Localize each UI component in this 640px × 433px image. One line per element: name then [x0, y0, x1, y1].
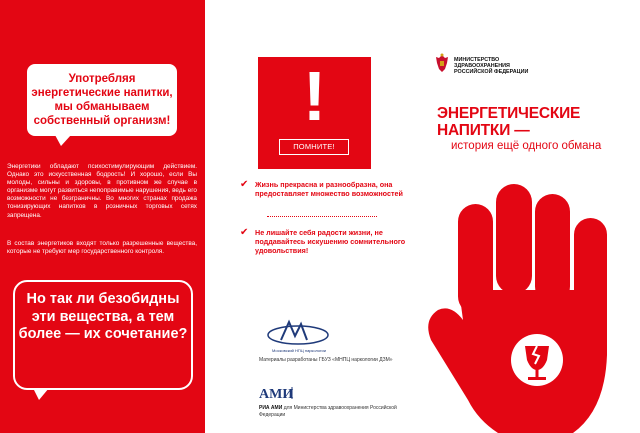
fragile-glass-icon: [511, 334, 563, 386]
check-icon: ✔: [240, 179, 249, 190]
ministry-line-3: РОССИЙСКОЙ ФЕДЕРАЦИИ: [454, 69, 529, 75]
ministry-line-2: ЗДРАВООХРАНЕНИЯ: [454, 63, 510, 69]
page-subtitle: история ещё одного обмана: [451, 140, 602, 152]
mnpc-logo-caption: Московский НПЦ наркологии: [272, 348, 326, 353]
left-panel: [0, 0, 205, 433]
remember-label: ПОМНИТЕ!: [279, 139, 349, 155]
ami-credit-rest: для Министерства здравоохранения Российской Федерации: [259, 405, 397, 418]
mnpc-logo-icon: [263, 318, 333, 348]
reminder-text-1: Жизнь прекрасна и разнообразна, она предоставляет множество возможностей: [255, 180, 403, 198]
reminder-text-2: Не лишайте себя радости жизни, не поддавайтесь искушению сомнительного удовольствия!: [255, 228, 406, 255]
question-text: Но так ли безобидны эти вещества, а тем более — их сочетание?: [18, 291, 188, 342]
ministry-line-1: МИНИСТЕРСТВО: [454, 57, 500, 63]
quote-text: Употребляя энергетические напитки, мы обманываем собственный организм!: [31, 73, 173, 127]
exclamation-icon: !: [302, 57, 327, 135]
materials-credit: Материалы разработаны ГБУЗ «МНПЦ наркологии ДЗМ»: [259, 357, 393, 363]
composition-paragraph: В состав энергетиков входят только разрешенные вещества, которые не требуют мер государственного контроля.: [7, 240, 197, 256]
middle-panel: [205, 0, 423, 433]
ami-logo-icon: [259, 385, 299, 401]
coat-of-arms-icon: [435, 53, 449, 73]
question-bubble: [13, 280, 193, 390]
page-title: ЭНЕРГЕТИЧЕСКИЕ НАПИТКИ —: [437, 105, 581, 139]
check-icon: ✔: [240, 227, 249, 238]
right-panel: [423, 0, 640, 433]
warning-box: [258, 57, 371, 169]
ami-credit: [259, 405, 419, 418]
intro-paragraph: Энергетики обладают психостимулирующим действием. Однако это искусственная бодрость! И хорошо, если Вы молоды, сильны и здоровы, в противном же случае в организме могут развиться непоправимые нарушения, ведь его возможности не безграничны. Во многих странах продажа тонизирующих напитков в розничных торговых сетях запрещена.: [7, 163, 197, 219]
ami-credit-bold: РИА АМИ: [259, 405, 283, 411]
quote-bubble: [27, 64, 177, 136]
ministry-logo: [454, 57, 564, 75]
stop-hand-icon: [423, 180, 640, 433]
divider: [267, 216, 377, 217]
ami-logo-text: АМИ: [259, 387, 294, 401]
